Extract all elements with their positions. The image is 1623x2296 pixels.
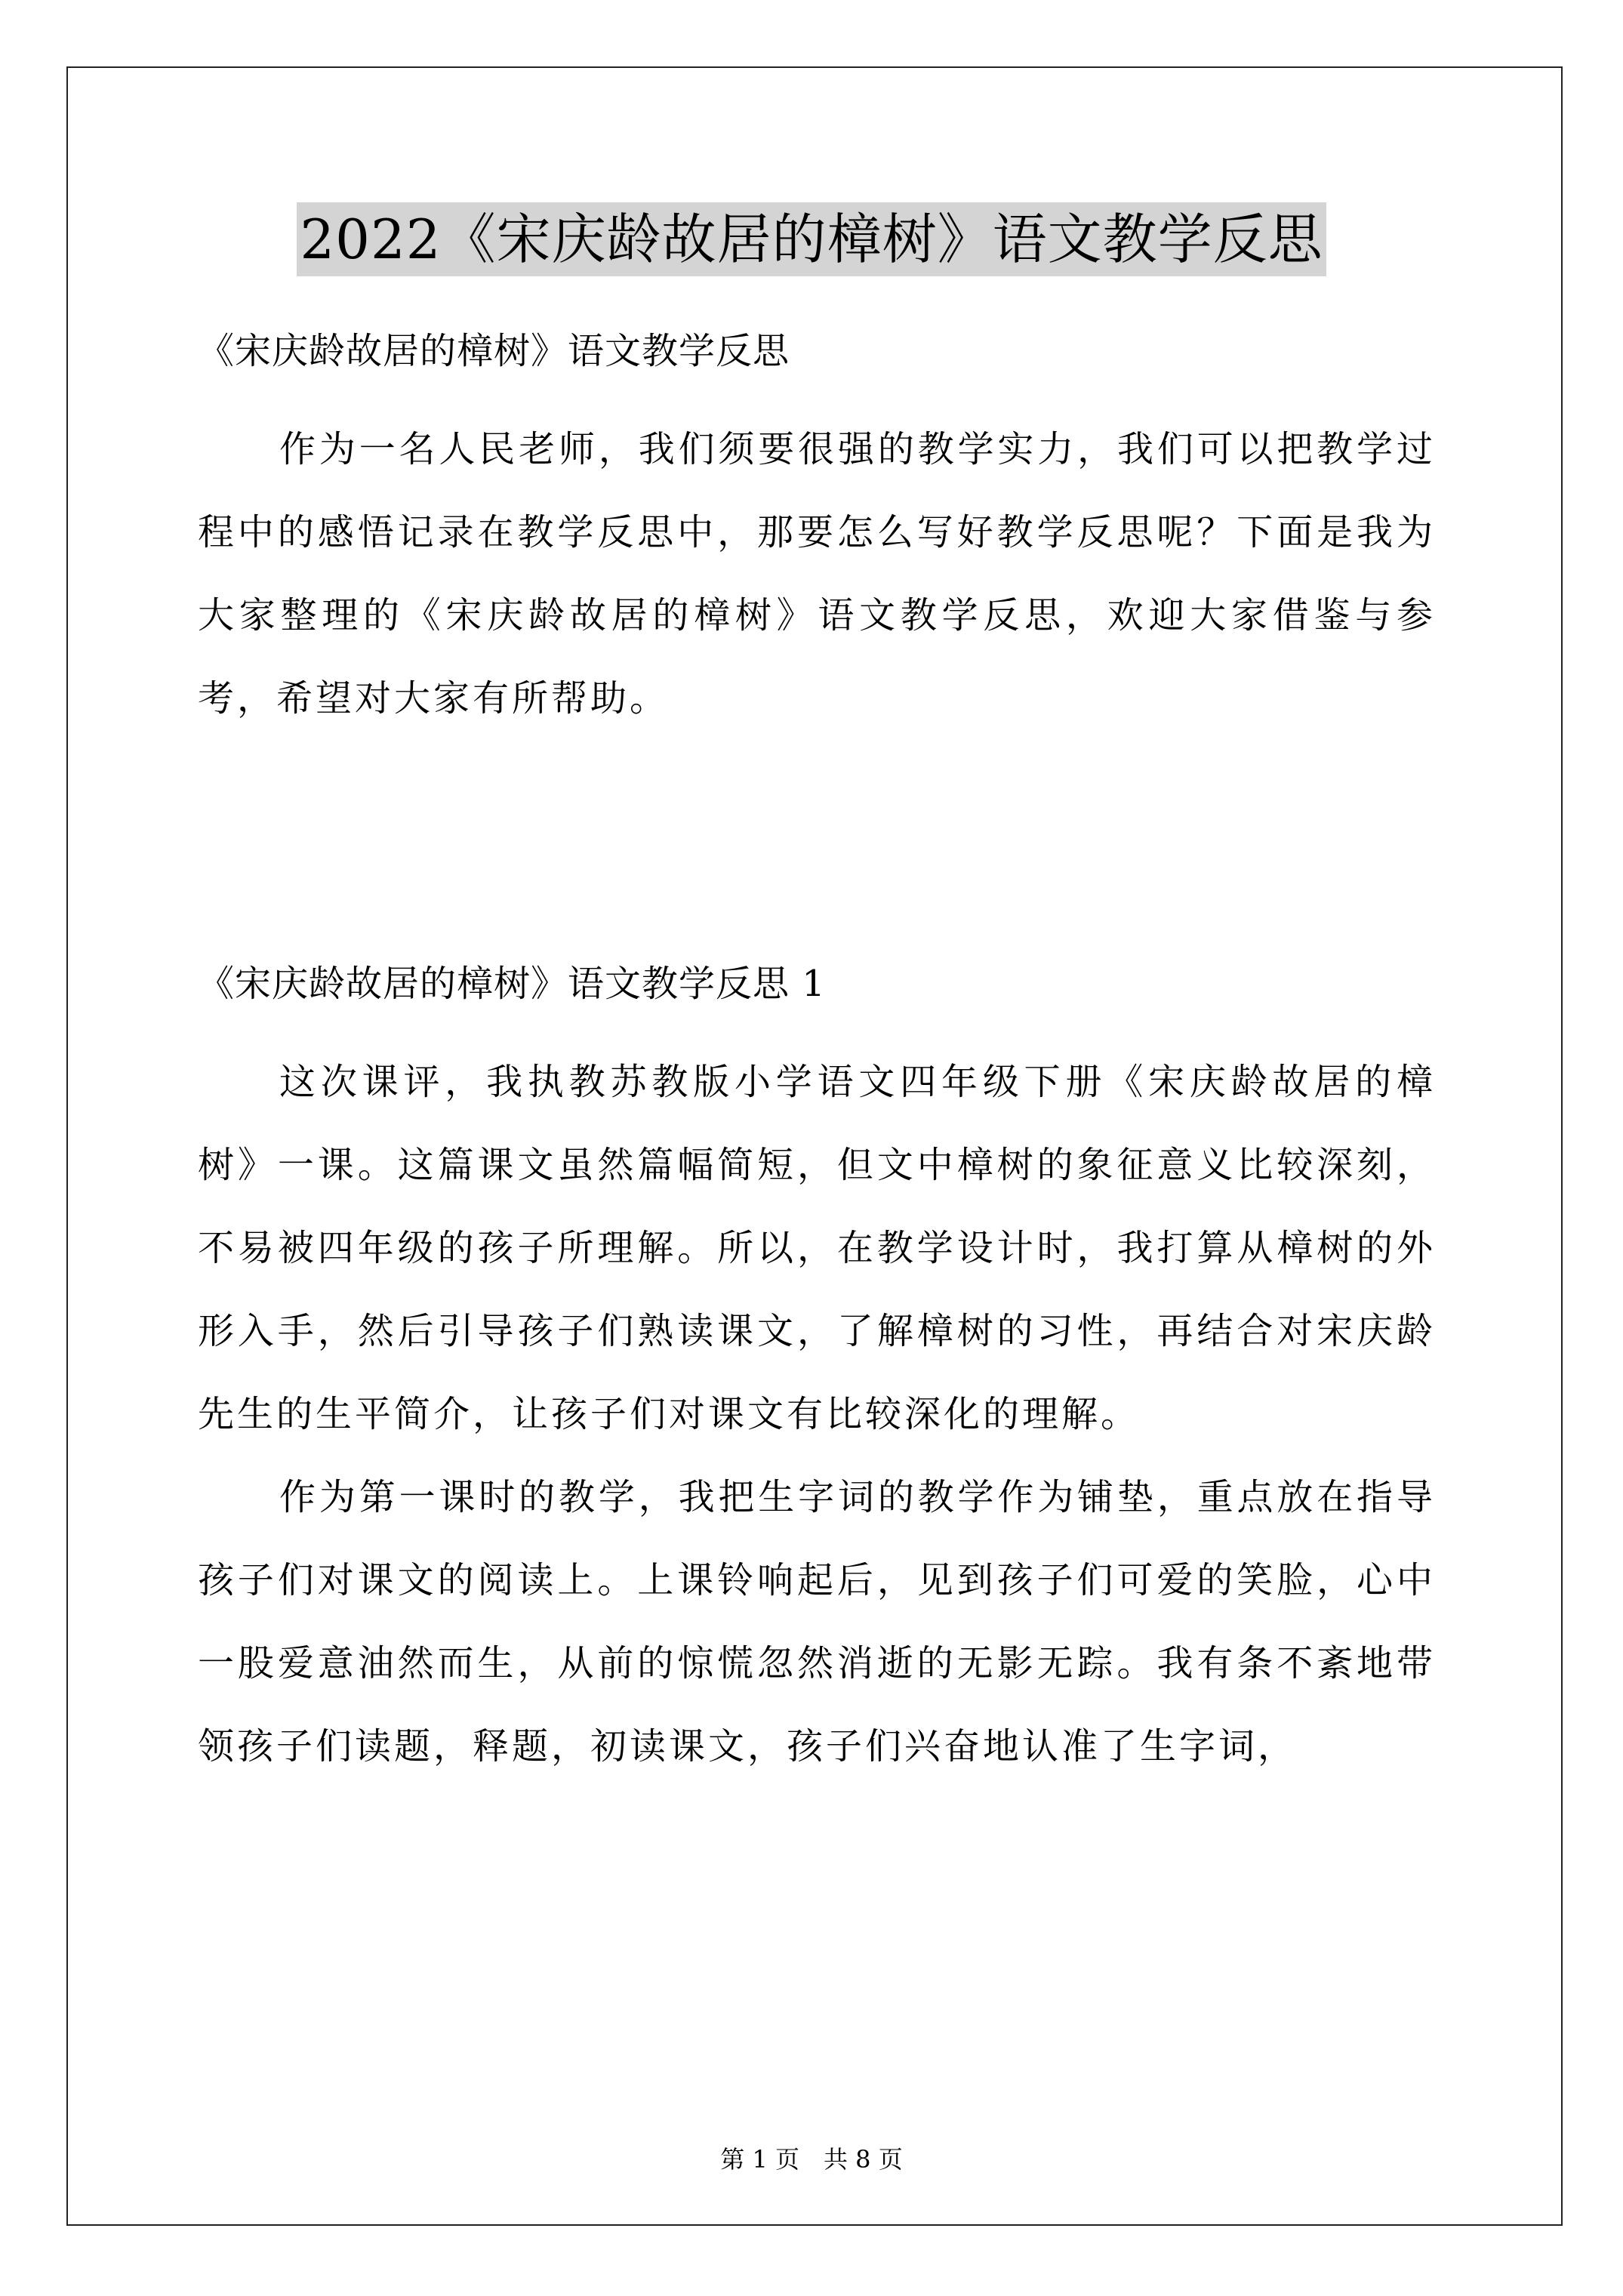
document-subtitle: 《宋庆龄故居的樟树》语文教学反思	[198, 330, 790, 372]
page-footer	[0, 2143, 1623, 2176]
body-paragraph-1: 这次课评，我执教苏教版小学语文四年级下册《宋庆龄故居的樟树》一课。这篇课文虽然篇幅简短，但文中樟树的象征意义比较深刻，不易被四年级的孩子所理解。所以，在教学设计时，我打算从樟树的外形入手，然后引导孩子们熟读课文，了解樟树的习性，再结合对宋庆龄先生的生平简介，让孩子们对课文有比较深化的理解。	[198, 1061, 1436, 1435]
page-number: 第 1 页	[720, 2145, 799, 2174]
document-title: 2022《宋庆龄故居的樟树》语文教学反思	[297, 202, 1326, 276]
page-total: 共 8 页	[824, 2145, 903, 2174]
intro-paragraph: 作为一名人民老师，我们须要很强的教学实力，我们可以把教学过程中的感悟记录在教学反思中，那要怎么写好教学反思呢？下面是我为大家整理的《宋庆龄故居的樟树》语文教学反思，欢迎大家借鉴与参考，希望对大家有所帮助。	[198, 428, 1436, 720]
title-container	[0, 202, 1623, 276]
section-heading: 《宋庆龄故居的樟树》语文教学反思 1	[198, 963, 826, 1005]
body-paragraph-2: 作为第一课时的教学，我把生字词的教学作为铺垫，重点放在指导孩子们对课文的阅读上。上课铃响起后，见到孩子们可爱的笑脸，心中一股爱意油然而生，从前的惊慌忽然消逝的无影无踪。我有条不紊地带领孩子们读题，释题，初读课文，孩子们兴奋地认准了生字词，	[198, 1476, 1436, 1767]
